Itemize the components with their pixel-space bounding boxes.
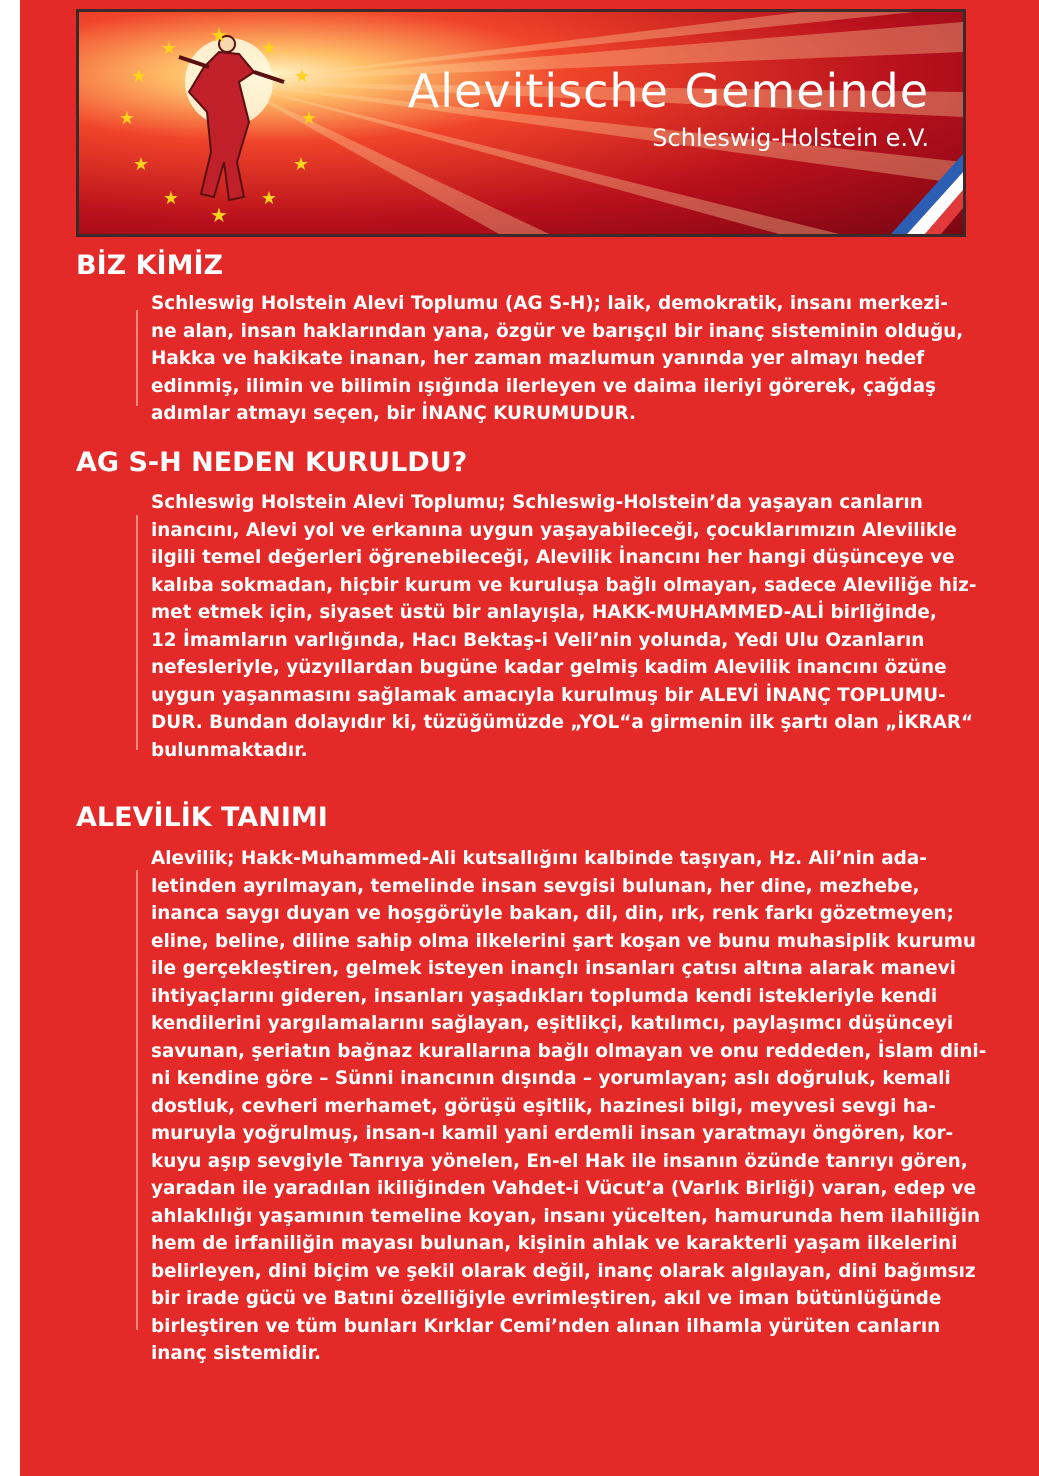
text-line: Schleswig Holstein Alevi Toplumu; Schleswig-Holstein’da yaşayan canların bbox=[151, 492, 923, 513]
text-line: 12 İmamların varlığında, Hacı Bektaş-i Veli’nin yolunda, Yedi Ulu Ozanların bbox=[151, 629, 925, 651]
text-line: birleştiren ve tüm bunları Kırklar Cemi’nden alınan ilhamla yürüten canların bbox=[151, 1315, 941, 1337]
banner-artwork bbox=[79, 12, 963, 234]
svg-text:★: ★ bbox=[260, 38, 278, 59]
text-line: letinden ayrılmayan, temelinde insan sevgisi bulunan, her dine, mezhebe, bbox=[151, 875, 920, 897]
text-line: hem de irfaniliğin mayası bulunan, kişinin ahlak ve karakterli yaşam ilkelerini bbox=[151, 1233, 958, 1254]
section-divider bbox=[136, 870, 138, 1330]
text-line: ihtiyaçlarını gideren, insanları yaşadıkları toplumda kendi istekleriyle kendi bbox=[151, 985, 938, 1007]
text-line: ne alan, insan haklarından yana, özgür ve barışçıl bir inanç sisteminin olduğu, bbox=[151, 320, 964, 342]
svg-text:★: ★ bbox=[130, 66, 148, 87]
text-line: DUR. Bundan dolayıdır ki, tüzüğümüzde „YOL“a girmenin ilk şartı olan „İKRAR“ bbox=[151, 712, 974, 733]
text-line: kalıba sokmadan, hiçbir kurum ve kuruluşa bağlı olmayan, sadece Aleviliğe hiz- bbox=[151, 574, 977, 596]
section-heading-biz-kimiz: BİZ KİMİZ bbox=[76, 250, 224, 281]
text-line: Alevilik; Hakk-Muhammed-Ali kutsallığını kalbinde taşıyan, Hz. Ali’nin ada- bbox=[151, 848, 927, 869]
text-line: kuyu aşıp sevgiyle Tanrıya yönelen, En-el Hak ile insanın özünde tanrıyı gören, bbox=[151, 1150, 968, 1172]
svg-text:★: ★ bbox=[260, 188, 278, 209]
text-line: dostluk, cevheri merhamet, görüşü eşitlik, hazinesi bilgi, meyvesi sevgi ha- bbox=[151, 1095, 936, 1117]
text-line: ahlaklılığı yaşamının temeline koyan, insanı yücelten, hamurunda hem ilahiliğin bbox=[151, 1205, 981, 1227]
dancer-figure-icon bbox=[179, 36, 284, 200]
text-line: edinmiş, ilimin ve bilimin ışığında ilerleyen ve daima ileriyi görerek, çağdaş bbox=[151, 375, 936, 397]
svg-text:★: ★ bbox=[210, 203, 228, 227]
section-divider bbox=[136, 515, 138, 750]
svg-text:★: ★ bbox=[292, 154, 310, 175]
organization-name: Alevitische Gemeinde bbox=[407, 64, 929, 118]
text-line: kendilerini yargılamalarını sağlayan, eşitlikçi, katılımcı, paylaşımcı düşünceyi bbox=[151, 1013, 954, 1034]
text-line: met etmek için, siyaset üstü bir anlayışla, HAKK-MUHAMMED-ALİ birliğinde, bbox=[151, 602, 937, 623]
text-line: bulunmaktadır. bbox=[151, 739, 308, 761]
text-line: Schleswig Holstein Alevi Toplumu (AG S-H); laik, demokratik, insanı merkezi- bbox=[151, 293, 948, 314]
text-line: muruyla yoğrulmuş, insan-ı kamil yani erdemli insan yaratmayı öngören, kor- bbox=[151, 1123, 954, 1144]
text-line: nefesleriyle, yüzyıllardan bugüne kadar gelmiş kadim Alevilik inancını özüne bbox=[151, 657, 947, 678]
svg-text:★: ★ bbox=[210, 23, 228, 47]
header-banner bbox=[76, 9, 966, 237]
svg-text:★: ★ bbox=[160, 38, 178, 59]
svg-text:★: ★ bbox=[118, 108, 136, 129]
text-line: ile gerçekleştiren, gelmek isteyen inançlı insanları çatısı altına alarak manevi bbox=[151, 958, 956, 979]
text-line: ni kendine göre – Sünni inancının dışında – yorumlayan; aslı doğruluk, kemali bbox=[151, 1068, 951, 1089]
svg-text:★: ★ bbox=[293, 66, 311, 87]
section-body-alevilik-tanimi bbox=[151, 845, 987, 1368]
svg-text:★: ★ bbox=[162, 188, 180, 209]
text-line: Hakka ve hakikate inanan, her zaman mazlumun yanında yer almayı hedef bbox=[151, 348, 925, 369]
section-body-neden-kuruldu bbox=[151, 489, 977, 764]
text-line: ilgili temel değerleri öğrenebileceği, Alevilik İnancını her hangi düşünceye ve bbox=[151, 547, 955, 568]
page bbox=[20, 0, 1039, 1476]
text-line: inanca saygı duyan ve hoşgörüyle bakan, dil, din, ırk, renk farkı gözetmeyen; bbox=[151, 903, 954, 924]
section-body-biz-kimiz bbox=[151, 290, 966, 428]
text-line: uygun yaşanmasını sağlamak amacıyla kurulmuş bir ALEVİ İNANÇ TOPLUMU- bbox=[151, 684, 946, 706]
section-heading-alevilik-tanimi: ALEVİLİK TANIMI bbox=[76, 802, 328, 833]
text-line: inanç sistemidir. bbox=[151, 1343, 322, 1364]
text-line: belirleyen, dini biçim ve şekil olarak değil, inanç olarak algılayan, dini bağımsız bbox=[151, 1260, 976, 1282]
organization-subtitle: Schleswig-Holstein e.V. bbox=[652, 124, 929, 152]
svg-text:★: ★ bbox=[132, 154, 150, 175]
section-divider bbox=[136, 310, 138, 406]
text-line: adımlar atmayı seçen, bir İNANÇ KURUMUDUR. bbox=[151, 403, 636, 424]
section-heading-neden-kuruldu: AG S-H NEDEN KURULDU? bbox=[76, 447, 468, 478]
text-line: savunan, şeriatın bağnaz kurallarına bağlı olmayan ve onu reddeden, İslam dini- bbox=[151, 1040, 987, 1062]
text-line: bir irade gücü ve Batıni özelliğiyle evrimleştiren, akıl ve iman bütünlüğünde bbox=[151, 1288, 942, 1309]
svg-text:★: ★ bbox=[300, 108, 318, 129]
text-line: inancını, Alevi yol ve erkanına uygun yaşayabileceği, çocuklarımızın Alevilikle bbox=[151, 519, 957, 541]
text-line: eline, beline, diline sahip olma ilkelerini şart koşan ve bunu muhasiplik kurumu bbox=[151, 930, 976, 952]
text-line: yaradan ile yaradılan ikiliğinden Vahdet-i Vücut’a (Varlık Birliği) varan, edep ve bbox=[151, 1178, 976, 1199]
